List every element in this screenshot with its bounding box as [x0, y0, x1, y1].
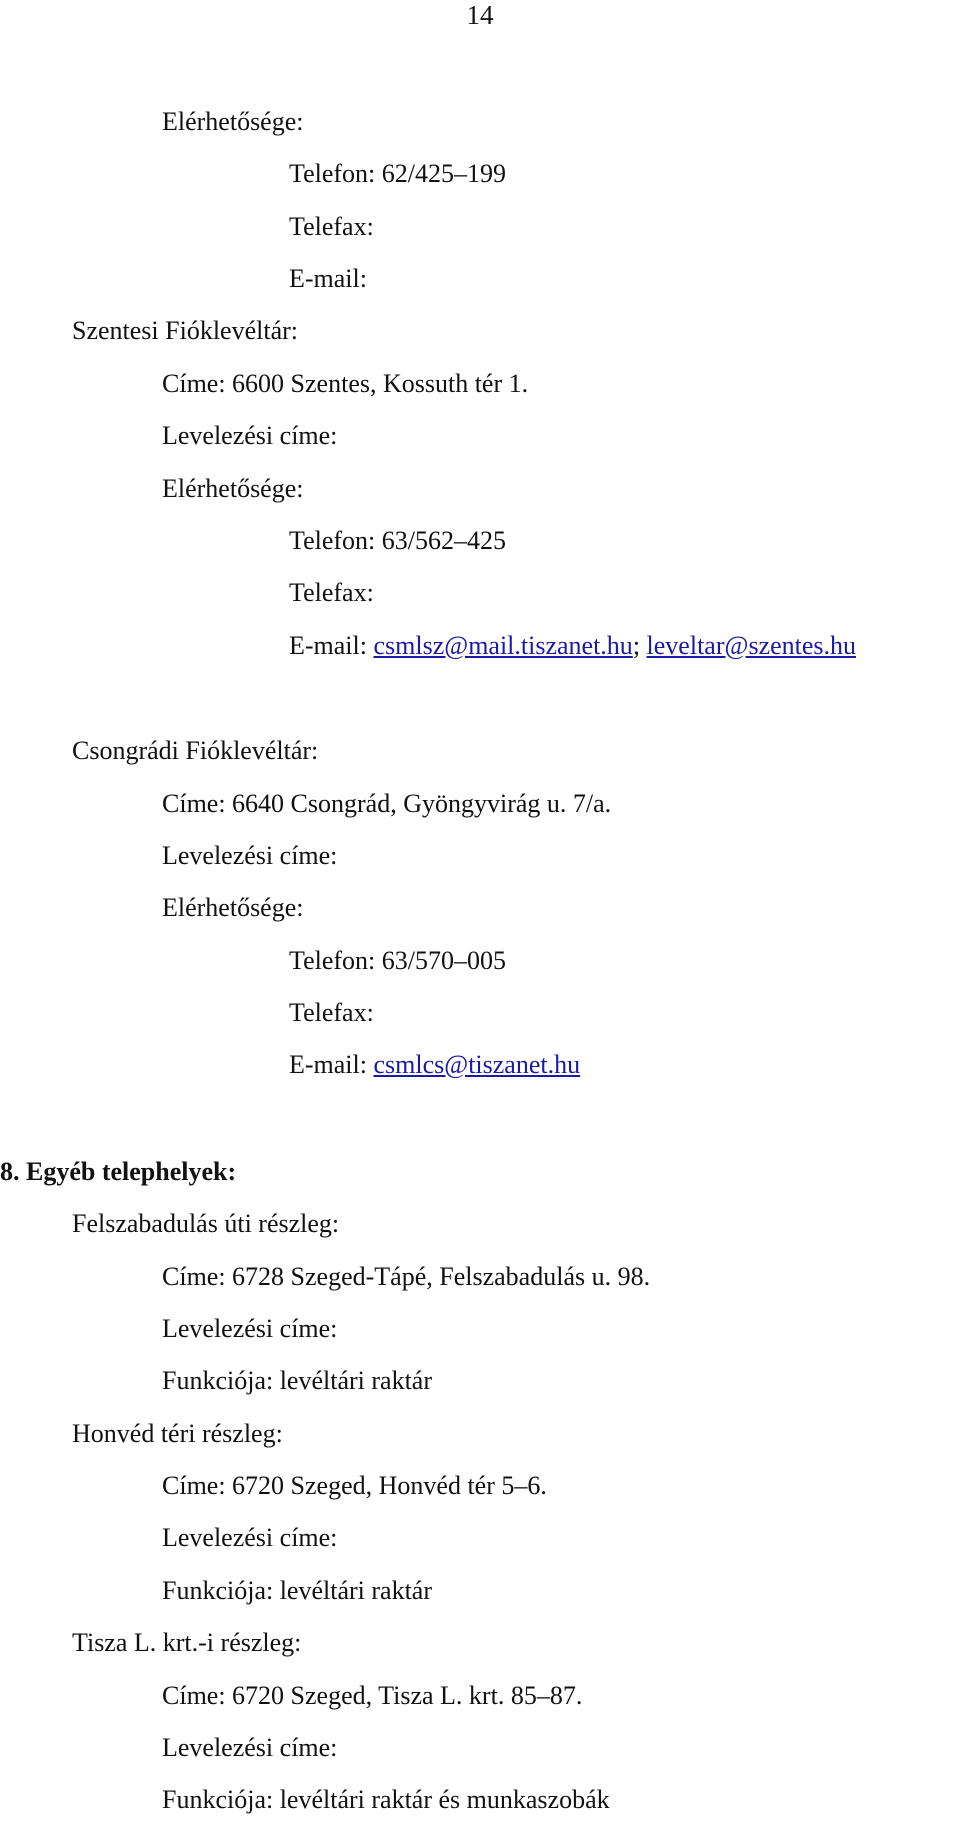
function-line: Funkciója: levéltári raktár: [162, 1576, 433, 1605]
function-line: Funkciója: levéltári raktár: [162, 1366, 433, 1395]
site-title-felszabadulas: Felszabadulás úti részleg:: [72, 1209, 340, 1238]
function-line: Funkciója: levéltári raktár és munkaszobák: [162, 1785, 610, 1814]
section-heading-other-sites: 8. Egyéb telephelyek:: [0, 1157, 237, 1186]
address-line: Címe: 6720 Szeged, Honvéd tér 5–6.: [162, 1471, 547, 1500]
email-link-csmlsz[interactable]: csmlsz@mail.tiszanet.hu: [373, 631, 633, 660]
address-line: Címe: 6600 Szentes, Kossuth tér 1.: [162, 369, 529, 398]
branch-title-szentes: Szentesi Fióklevéltár:: [72, 316, 299, 345]
contact-heading: Elérhetősége:: [162, 474, 304, 503]
site-title-honved: Honvéd téri részleg:: [72, 1419, 283, 1448]
mailing-address-line: Levelezési címe:: [162, 1523, 338, 1552]
phone-line: Telefon: 62/425–199: [289, 159, 506, 188]
email-line: E-mail:: [289, 264, 367, 293]
email-line: [289, 631, 856, 661]
branch-title-csongrad: Csongrádi Fióklevéltár:: [72, 736, 319, 765]
mailing-address-line: Levelezési címe:: [162, 421, 338, 450]
fax-line: Telefax:: [289, 212, 374, 241]
page-number: 14: [466, 0, 494, 30]
contact-heading: Elérhetősége:: [162, 893, 304, 922]
phone-line: Telefon: 63/562–425: [289, 526, 506, 555]
address-line: Címe: 6720 Szeged, Tisza L. krt. 85–87.: [162, 1681, 583, 1710]
site-title-tisza: Tisza L. krt.-i részleg:: [72, 1628, 302, 1657]
email-label: E-mail:: [289, 1050, 374, 1079]
email-link-csmlcs[interactable]: csmlcs@tiszanet.hu: [373, 1050, 581, 1079]
phone-line: Telefon: 63/570–005: [289, 946, 506, 975]
address-line: Címe: 6640 Csongrád, Gyöngyvirág u. 7/a.: [162, 789, 612, 818]
email-line: [289, 1050, 580, 1080]
mailing-address-line: Levelezési címe:: [162, 841, 338, 870]
fax-line: Telefax:: [289, 998, 374, 1027]
email-separator: ;: [632, 631, 647, 660]
email-link-leveltar[interactable]: leveltar@szentes.hu: [646, 631, 857, 660]
contact-heading: Elérhetősége:: [162, 107, 304, 136]
email-label: E-mail:: [289, 631, 374, 660]
mailing-address-line: Levelezési címe:: [162, 1733, 338, 1762]
address-line: Címe: 6728 Szeged-Tápé, Felszabadulás u. 98.: [162, 1262, 651, 1291]
fax-line: Telefax:: [289, 578, 374, 607]
mailing-address-line: Levelezési címe:: [162, 1314, 338, 1343]
